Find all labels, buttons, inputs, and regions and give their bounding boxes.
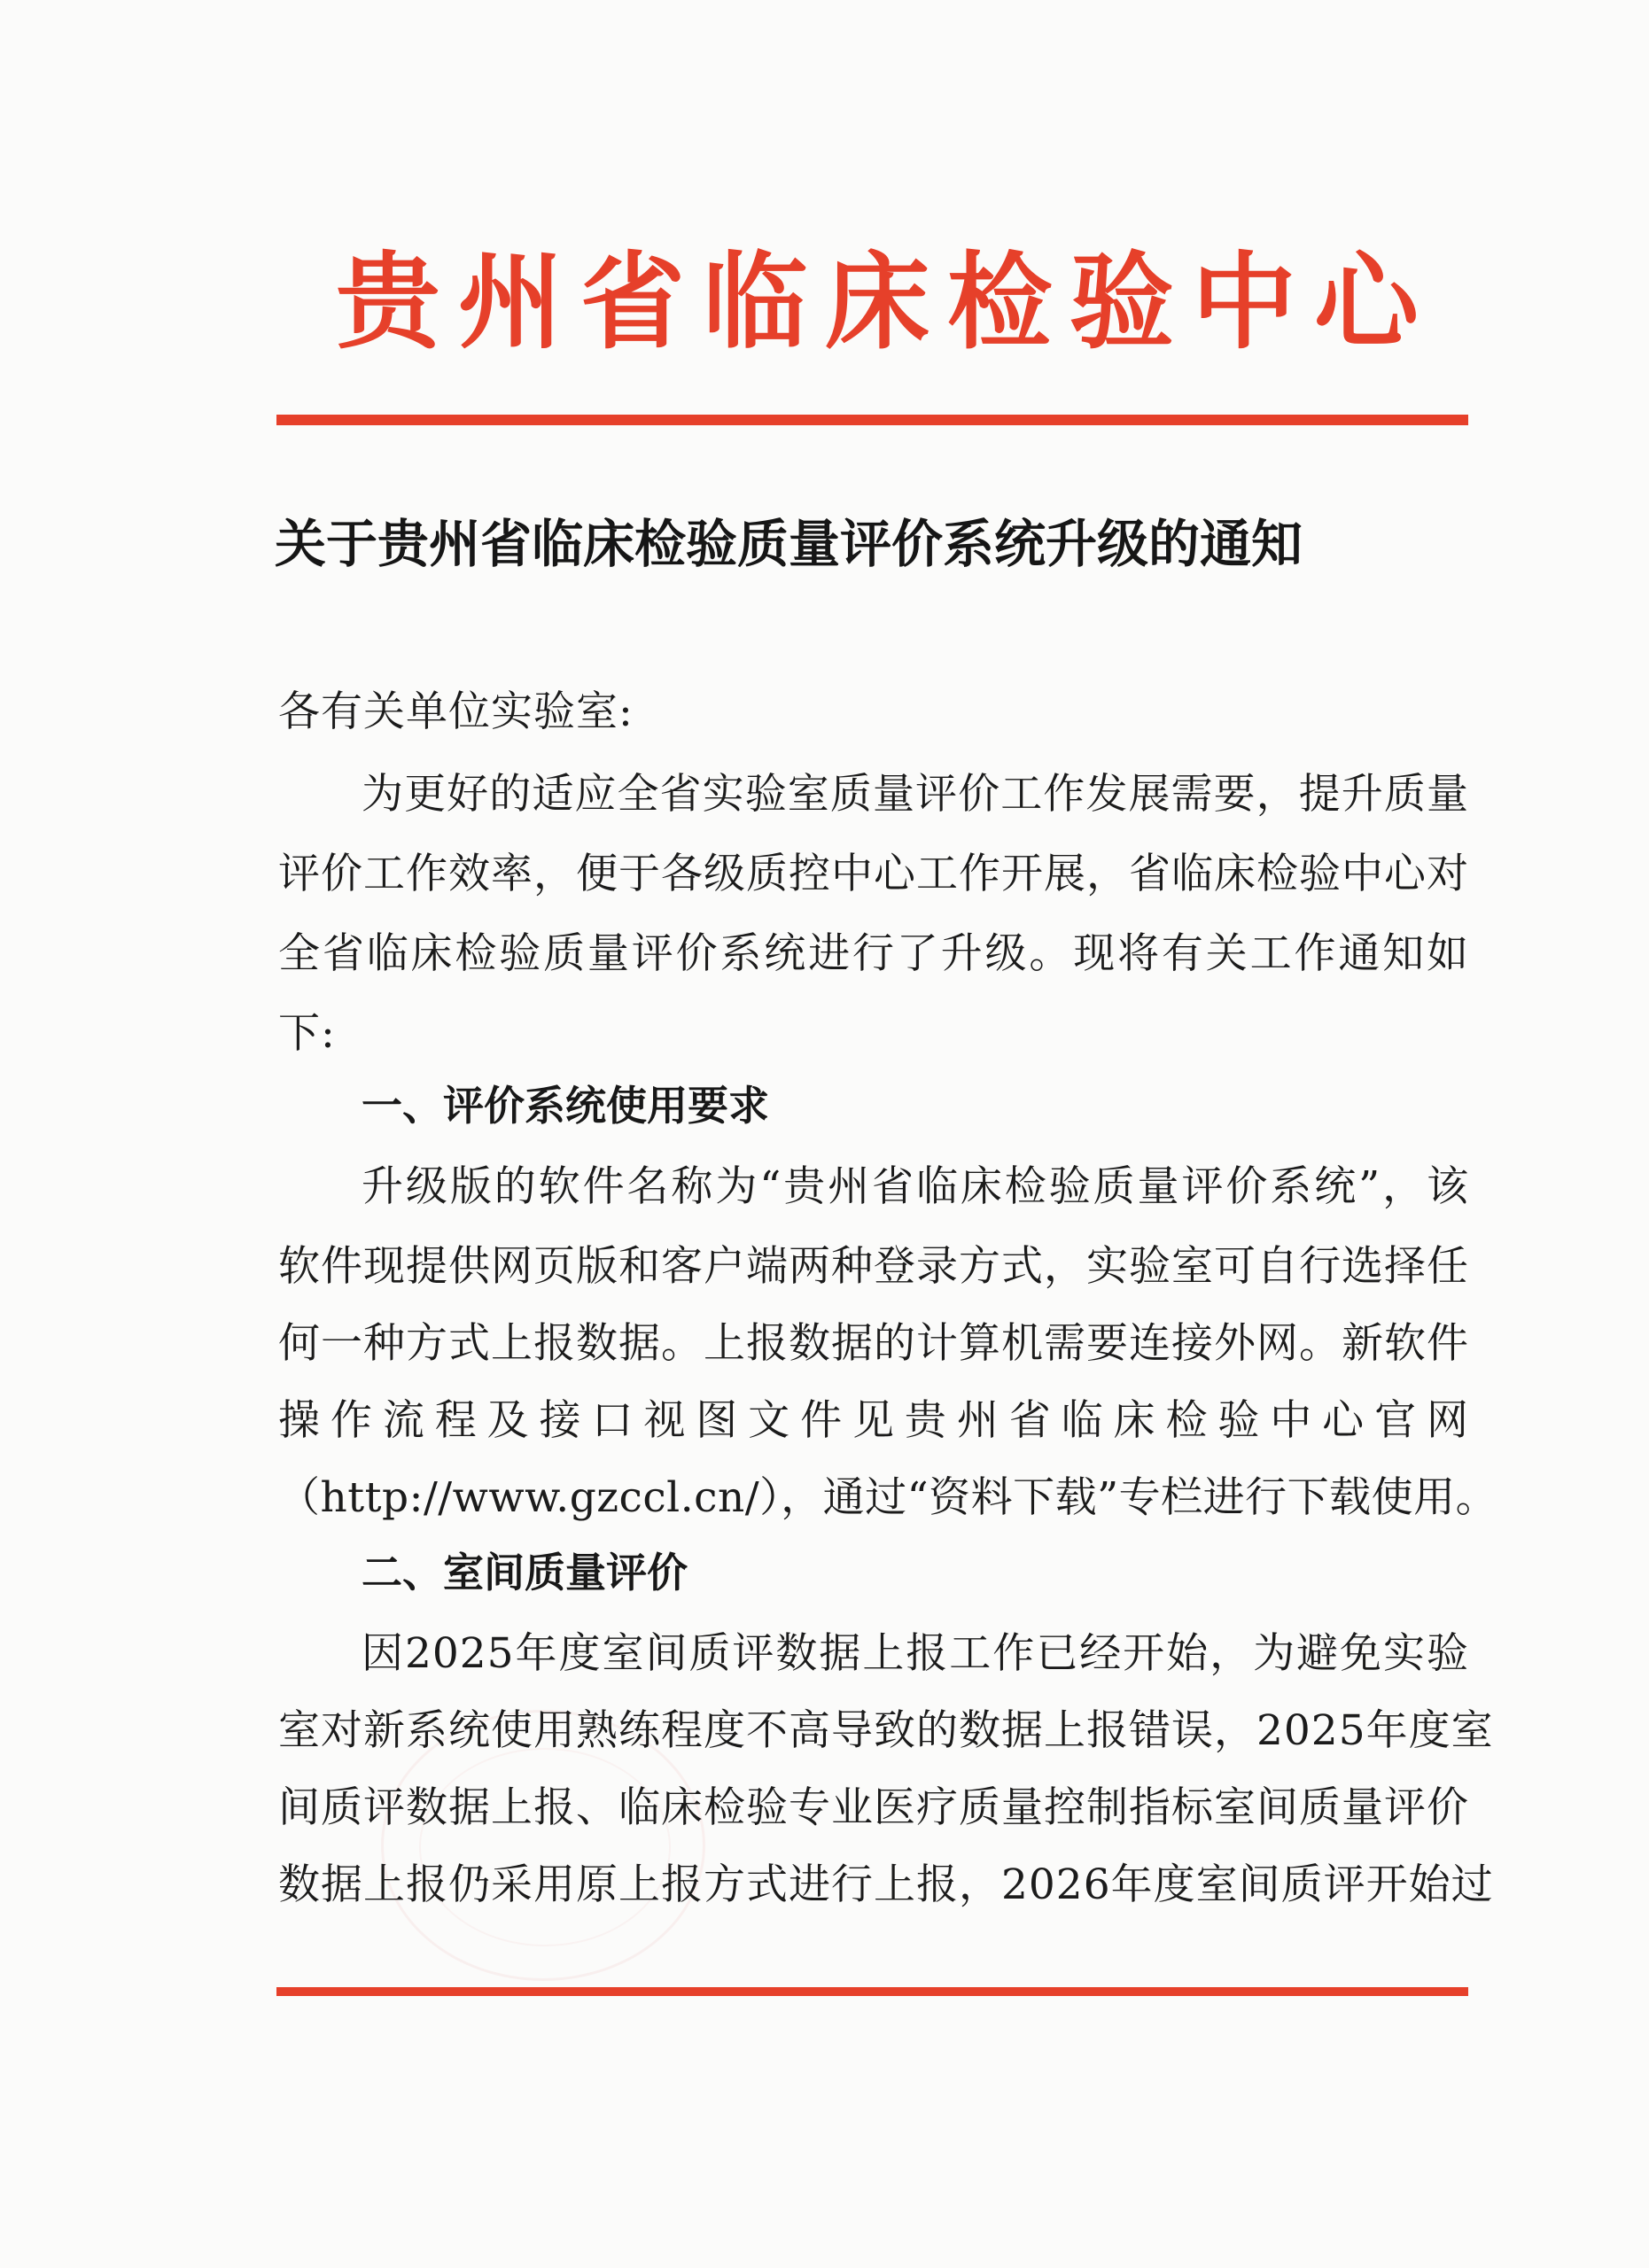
letterhead-red-rule	[276, 415, 1468, 425]
section-2-line-1: 因2025年度室间质评数据上报工作已经开始，为避免实验	[362, 1629, 1469, 1678]
section-1-line-3: 何一种方式上报数据。上报数据的计算机需要连接外网。新软件	[278, 1319, 1469, 1368]
section-2-heading: 二、室间质量评价	[362, 1549, 688, 1596]
section-1-line-5: （http://www.gzccl.cn/），通过“资料下载”专栏进行下载使用。	[278, 1473, 1498, 1522]
section-2-line-3: 间质评数据上报、临床检验专业医疗质量控制指标室间质量评价	[278, 1783, 1469, 1832]
footer-red-rule	[276, 1987, 1468, 1996]
section-2-line-2: 室对新系统使用熟练程度不高导致的数据上报错误，2025年度室	[278, 1706, 1494, 1755]
document-title: 关于贵州省临床检验质量评价系统升级的通知	[275, 514, 1303, 574]
section-1-line-2: 软件现提供网页版和客户端两种登录方式，实验室可自行选择任	[278, 1242, 1469, 1291]
section-1-heading: 一、评价系统使用要求	[362, 1082, 769, 1130]
salutation: 各有关单位实验室:	[278, 687, 634, 736]
letterhead-title: 贵州省临床检验中心	[335, 241, 1436, 363]
section-1-line-1: 升级版的软件名称为“贵州省临床检验质量评价系统”，该	[362, 1162, 1469, 1211]
faint-seal-inner-ring	[419, 1748, 671, 1946]
intro-line-2: 评价工作效率，便于各级质控中心工作开展，省临床检验中心对	[278, 850, 1469, 898]
intro-line-1: 为更好的适应全省实验室质量评价工作发展需要，提升质量	[362, 770, 1469, 819]
section-2-line-4: 数据上报仍采用原上报方式进行上报，2026年度室间质评开始过	[278, 1860, 1494, 1909]
intro-line-3: 全省临床检验质量评价系统进行了升级。现将有关工作通知如	[278, 929, 1469, 978]
section-1-line-4: 操作流程及接口视图文件见贵州省临床检验中心官网	[278, 1396, 1469, 1445]
intro-line-4: 下:	[278, 1009, 336, 1058]
